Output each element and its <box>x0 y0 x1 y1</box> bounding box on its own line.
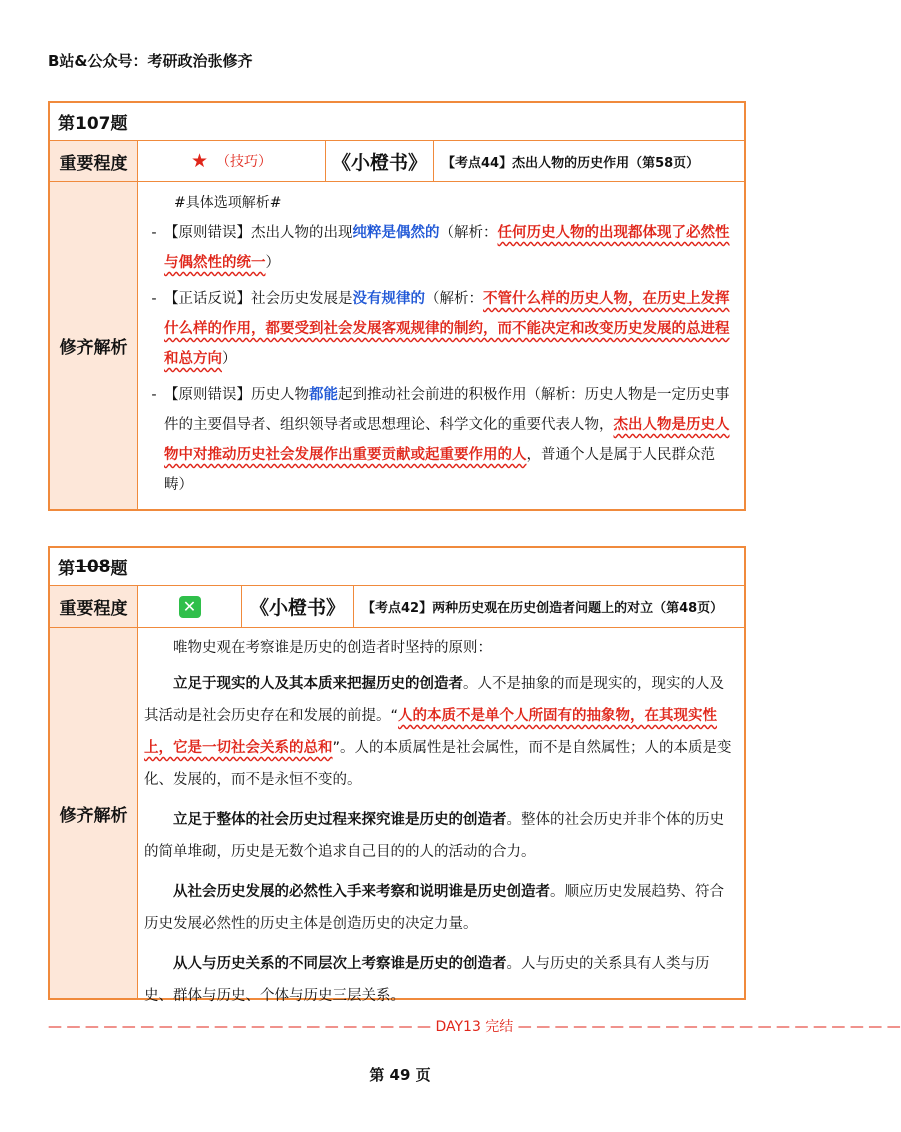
day-end-divider: — — — — — — — — — — — — — — — — — — — — — DAY13 完结 — — — — — — — — — — — — — — — — — — — — — <box>48 1019 901 1035</box>
book-name: 《小橙书》 <box>242 586 354 627</box>
kaodian: 【考点42】两种历史观在历史创造者问题上的对立（第48页） <box>362 601 724 616</box>
page-number: 第 49 页 <box>369 1066 431 1084</box>
star-icon: ★ <box>190 150 209 172</box>
importance-row <box>50 586 744 628</box>
analysis-content <box>138 628 744 1004</box>
importance-value <box>138 586 242 627</box>
importance-label: 重要程度 <box>50 141 138 181</box>
importance-label: 重要程度 <box>50 586 138 627</box>
principle-4: 从人与历史关系的不同层次上考察谁是历史的创造者。人与历史的关系具有人类与历史、群体与历史、个体与历史三层关系。 <box>144 956 710 1004</box>
principle-2: 立足于整体的社会历史过程来探究谁是历史的创造者。整体的社会历史并非个体的历史的简单堆砌，历史是无数个追求自己目的的人的活动的合力。 <box>144 812 724 860</box>
option-item: - 【原则错误】历史人物都能起到推动社会前进的积极作用（解析：历史人物是一定历史事件的主要倡导者、组织领导者或思想理论、科学文化的重要代表人物，杰出人物是历史人物中对推动历史社会发展作出重要贡献或起重要作用的人，普通个人是属于人民群众范畴） <box>151 387 730 493</box>
principle-3: 从社会历史发展的必然性入手来考察和说明谁是历史创造者。顺应历史发展趋势、符合历史发展必然性的历史主体是创造历史的决定力量。 <box>144 884 724 932</box>
principle-1: 立足于现实的人及其本质来把握历史的创造者。人不是抽象的而是现实的，现实的人及其活动是社会历史存在和发展的前提。“人的本质不是单个人所固有的抽象物，在其现实性上，它是一切社会关系的总和”。人的本质属性是社会属性，而不是自然属性；人的本质是变化、发展的，而不是永恒不变的。 <box>144 676 732 788</box>
analysis-row <box>50 628 744 1004</box>
principle-intro: 唯物史观在考察谁是历史的创造者时坚持的原则： <box>173 640 492 656</box>
analysis-label: 修齐解析 <box>50 182 138 509</box>
kaodian: 【考点44】杰出人物的历史作用（第58页） <box>442 155 700 171</box>
question-title: 第 108 题 <box>50 548 744 586</box>
option-item: - 【正话反说】社会历史发展是没有规律的（解析：不管什么样的历史人物，在历史上发挥什么样的作用，都要受到社会发展客观规律的制约，而不能决定和改变历史发展的总进程和总方向） <box>151 291 730 367</box>
skill-tag: （技巧） <box>216 154 273 170</box>
cross-mark-icon: ✕ <box>179 596 201 618</box>
analysis-caption: #具体选项解析# <box>174 195 282 211</box>
analysis-content <box>138 182 744 509</box>
importance-value <box>138 141 326 181</box>
question-title: 第107题 <box>50 103 744 141</box>
analysis-label: 修齐解析 <box>50 628 138 998</box>
importance-row <box>50 141 744 182</box>
option-item: - 【原则错误】杰出人物的出现纯粹是偶然的（解析：任何历史人物的出现都体现了必然性与偶然性的统一） <box>151 225 730 271</box>
question-108-card <box>48 546 746 1004</box>
page-header: B站&公众号：考研政治张修齐 <box>48 52 253 70</box>
question-107-card <box>48 101 746 511</box>
analysis-row <box>50 182 744 509</box>
book-name: 《小橙书》 <box>326 141 434 181</box>
